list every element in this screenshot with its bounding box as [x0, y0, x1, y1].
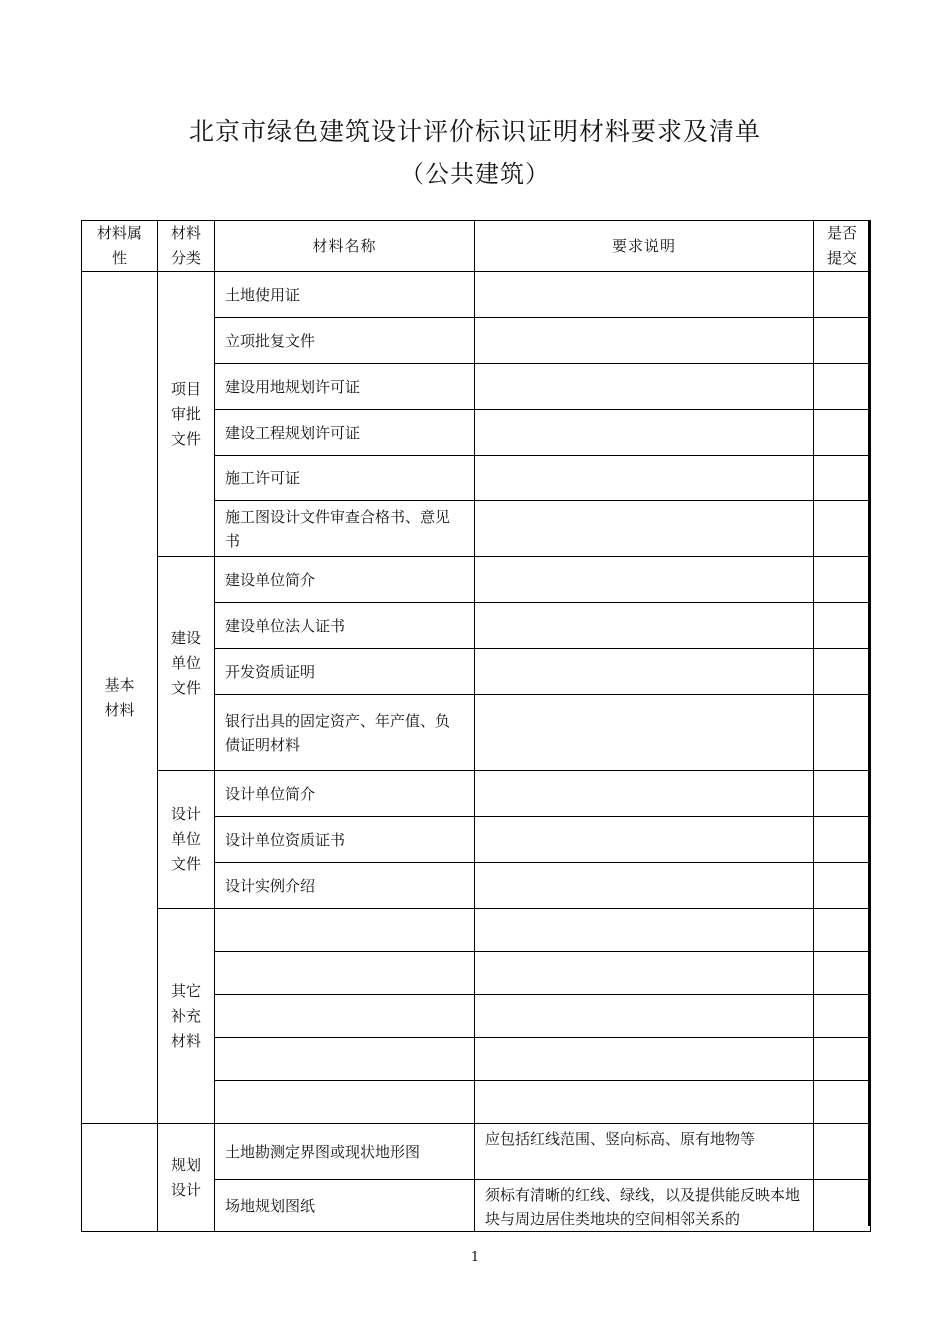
- material-name: 立项批复文件: [215, 318, 475, 364]
- requirement-text: 应包括红线范围、竖向标高、原有地物等: [485, 1130, 756, 1148]
- material-name[interactable]: [215, 909, 475, 952]
- requirement-cell: [475, 364, 814, 410]
- requirement-cell: [475, 1081, 814, 1124]
- submitted-cell[interactable]: [814, 1124, 871, 1180]
- submitted-cell[interactable]: [814, 649, 871, 695]
- requirement-cell: [475, 863, 814, 909]
- header-attribute-label: 材料属性: [96, 224, 142, 267]
- submitted-cell[interactable]: [814, 1081, 871, 1124]
- requirement-text: 须标有清晰的红线、绿线，以及提供能反映本地块与周边居住类地块的空间相邻关系的: [485, 1186, 801, 1228]
- submitted-cell[interactable]: [814, 909, 871, 952]
- submitted-cell[interactable]: [814, 1180, 871, 1232]
- submitted-cell[interactable]: [814, 817, 871, 863]
- requirement-cell: [475, 1038, 814, 1081]
- submitted-cell[interactable]: [814, 952, 871, 995]
- submitted-cell[interactable]: [814, 318, 871, 364]
- attribute-cell-basic: [82, 272, 158, 1124]
- header-category: [158, 221, 215, 272]
- document-subtitle: （公共建筑）: [400, 160, 550, 188]
- submitted-cell[interactable]: [814, 410, 871, 456]
- requirement-cell: [475, 771, 814, 817]
- attribute-label-basic: 基本材料: [104, 675, 135, 719]
- submitted-cell[interactable]: [814, 771, 871, 817]
- material-name: 设计单位简介: [215, 771, 475, 817]
- submitted-cell[interactable]: [814, 456, 871, 501]
- attribute-cell-planning: [82, 1124, 158, 1232]
- header-attribute: [82, 221, 158, 272]
- header-category-label: 材料分类: [170, 224, 201, 267]
- category-label-supplementary: 其它补充材料: [170, 981, 201, 1050]
- requirement-cell: [475, 909, 814, 952]
- requirement-cell: [475, 557, 814, 603]
- requirement-cell: [475, 952, 814, 995]
- table-row: [82, 771, 871, 817]
- material-name: 开发资质证明: [215, 649, 475, 695]
- requirement-cell: [475, 695, 814, 771]
- submitted-cell[interactable]: [814, 557, 871, 603]
- requirement-cell: [475, 817, 814, 863]
- category-cell-builder: [158, 557, 215, 771]
- header-submitted: [814, 221, 871, 272]
- table-row: [82, 272, 871, 318]
- requirement-cell: [475, 456, 814, 501]
- header-submitted-label: 是否提交: [826, 224, 857, 267]
- table-row: [82, 557, 871, 603]
- material-name: 建设工程规划许可证: [215, 410, 475, 456]
- submitted-cell[interactable]: [814, 501, 871, 557]
- material-name: 建设用地规划许可证: [215, 364, 475, 410]
- submitted-cell[interactable]: [814, 364, 871, 410]
- material-name[interactable]: [215, 952, 475, 995]
- materials-table: [81, 220, 871, 1232]
- material-name: 场地规划图纸: [215, 1180, 475, 1232]
- table-header-row: [82, 221, 871, 272]
- submitted-cell[interactable]: [814, 603, 871, 649]
- material-name[interactable]: [215, 1081, 475, 1124]
- requirement-cell: [475, 501, 814, 557]
- submitted-cell[interactable]: [814, 272, 871, 318]
- category-label-builder: 建设单位文件: [170, 629, 201, 697]
- table-row: [82, 909, 871, 952]
- category-cell-designer: [158, 771, 215, 909]
- requirement-cell: [475, 1180, 814, 1232]
- material-name: 银行出具的固定资产、年产值、负债证明材料: [215, 695, 475, 771]
- category-cell-approval: [158, 272, 215, 557]
- submitted-cell[interactable]: [814, 1038, 871, 1081]
- table-row: [82, 1124, 871, 1180]
- material-name[interactable]: [215, 995, 475, 1038]
- requirement-cell: [475, 1124, 814, 1180]
- document-title: 北京市绿色建筑设计评价标识证明材料要求及清单: [188, 117, 761, 146]
- submitted-cell[interactable]: [814, 695, 871, 771]
- category-cell-supplementary: [158, 909, 215, 1124]
- category-label-approval: 项目审批文件: [170, 379, 201, 448]
- material-name[interactable]: [215, 1038, 475, 1081]
- material-name: 土地勘测定界图或现状地形图: [215, 1124, 475, 1180]
- requirement-cell: [475, 649, 814, 695]
- material-name: 建设单位简介: [215, 557, 475, 603]
- submitted-cell[interactable]: [814, 995, 871, 1038]
- material-name: 设计实例介绍: [215, 863, 475, 909]
- material-name: 施工图设计文件审查合格书、意见书: [215, 501, 475, 557]
- header-requirement: 要求说明: [475, 221, 814, 272]
- submitted-cell[interactable]: [814, 863, 871, 909]
- category-label-planning: 规划设计: [170, 1155, 201, 1199]
- category-cell-planning: [158, 1124, 215, 1232]
- page-number: 1: [470, 1250, 480, 1265]
- requirement-cell: [475, 410, 814, 456]
- requirement-cell: [475, 995, 814, 1038]
- category-label-designer: 设计单位文件: [170, 805, 201, 873]
- header-name: 材料名称: [215, 221, 475, 272]
- requirement-cell: [475, 318, 814, 364]
- requirement-cell: [475, 603, 814, 649]
- requirement-cell: [475, 272, 814, 318]
- material-name: 建设单位法人证书: [215, 603, 475, 649]
- material-name: 施工许可证: [215, 456, 475, 501]
- table-right-border: [868, 220, 871, 1226]
- material-name: 设计单位资质证书: [215, 817, 475, 863]
- material-name: 土地使用证: [215, 272, 475, 318]
